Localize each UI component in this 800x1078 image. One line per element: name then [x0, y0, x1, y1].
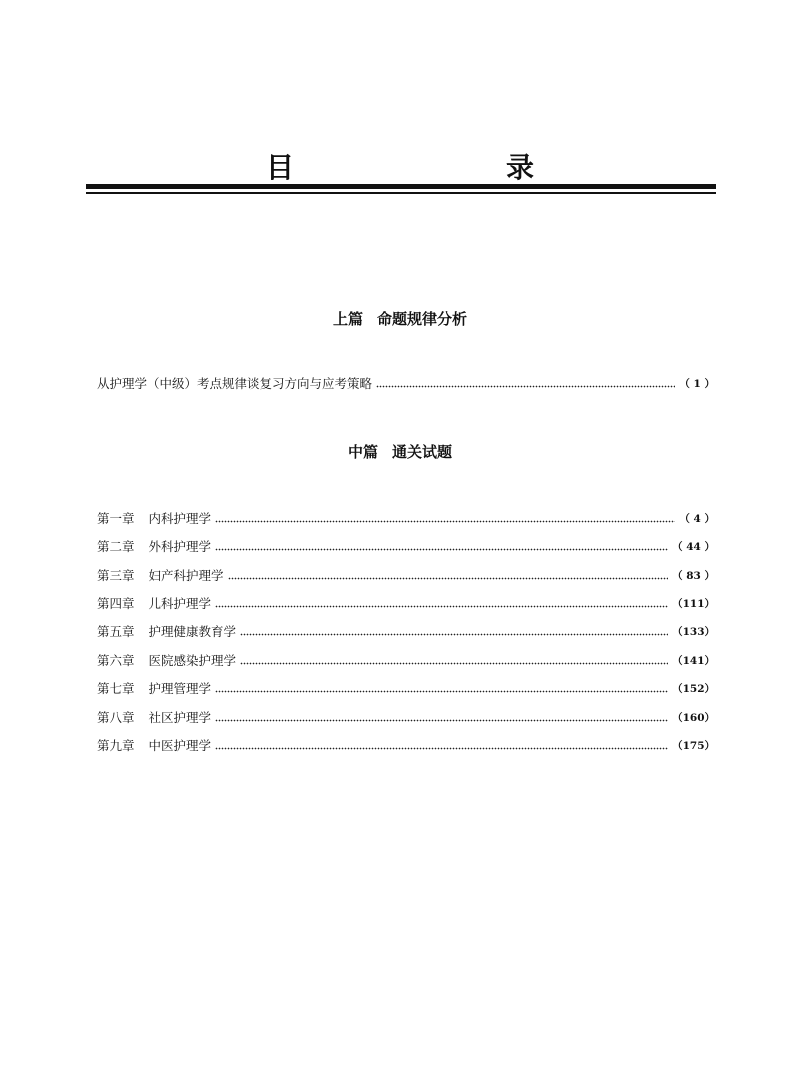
toc-entry-chapter-5[interactable]: [97, 622, 715, 642]
toc-entry-strategy[interactable]: [97, 374, 715, 394]
toc-chapter-number: 第三章: [97, 568, 135, 583]
toc-chapter-name: 社区护理学: [148, 710, 212, 725]
toc-page-number: （ 44 ）: [672, 541, 715, 553]
toc-chapter-name: 外科护理学: [148, 539, 212, 554]
toc-page-number: （111）: [672, 598, 715, 610]
section-heading-part-two: [0, 442, 800, 462]
toc-entry-chapter-2[interactable]: [97, 537, 715, 557]
toc-chapter-number: 第四章: [97, 596, 135, 611]
dot-leader: [215, 736, 668, 756]
toc-chapter-name: 护理管理学: [148, 681, 212, 696]
dot-leader: [215, 509, 675, 529]
toc-entry-chapter-6[interactable]: [97, 651, 715, 671]
toc-page-number: （175）: [672, 740, 715, 752]
toc-page-number: （141）: [672, 655, 715, 667]
dot-leader: [240, 651, 668, 671]
toc-chapter-number: 第九章: [97, 738, 135, 753]
toc-entry-label: 从护理学（中级）考点规律谈复习方向与应考策略: [97, 376, 373, 391]
dot-leader: [240, 622, 668, 642]
toc-chapter-name: 中医护理学: [148, 738, 212, 753]
toc-chapter-number: 第七章: [97, 681, 135, 696]
toc-page-number: （133）: [672, 626, 715, 638]
toc-chapter-name: 儿科护理学: [148, 596, 212, 611]
dot-leader: [215, 679, 668, 699]
toc-page-number: （160）: [672, 712, 715, 724]
title-rule: [86, 184, 716, 195]
toc-entry-chapter-4[interactable]: [97, 594, 715, 614]
toc-entry-chapter-9[interactable]: [97, 736, 715, 756]
toc-entry-chapter-8[interactable]: [97, 708, 715, 728]
dot-leader: [376, 374, 675, 394]
title-rule-thin: [86, 192, 716, 194]
page-title: 目 录: [265, 151, 586, 184]
toc-chapter-number: 第八章: [97, 710, 135, 725]
toc-chapter-name: 妇产科护理学: [148, 568, 224, 583]
toc-chapter-name: 医院感染护理学: [148, 653, 237, 668]
toc-page-number: （ 1 ）: [679, 378, 715, 390]
dot-leader: [215, 594, 668, 614]
toc-entry-chapter-3[interactable]: [97, 566, 715, 586]
toc-chapter-number: 第二章: [97, 539, 135, 554]
toc-chapter-number: 第六章: [97, 653, 135, 668]
toc-page-number: （152）: [672, 683, 715, 695]
section-heading-prefix: 上篇: [332, 310, 363, 328]
toc-entry-chapter-7[interactable]: [97, 679, 715, 699]
toc-page-number: （ 4 ）: [679, 513, 715, 525]
section-heading-name: 通关试题: [392, 443, 453, 461]
toc-chapter-name: 护理健康教育学: [148, 624, 237, 639]
toc-entry-chapter-1[interactable]: [97, 509, 715, 529]
section-heading-part-one: [0, 309, 800, 329]
dot-leader: [215, 708, 668, 728]
section-heading-prefix: 中篇: [347, 443, 378, 461]
toc-chapter-name: 内科护理学: [148, 511, 212, 526]
dot-leader: [215, 537, 668, 557]
section-heading-name: 命题规律分析: [377, 310, 468, 328]
toc-chapter-number: 第五章: [97, 624, 135, 639]
title-rule-thick: [86, 184, 716, 189]
toc-chapter-number: 第一章: [97, 511, 135, 526]
dot-leader: [228, 566, 669, 586]
toc-page-number: （ 83 ）: [672, 570, 715, 582]
